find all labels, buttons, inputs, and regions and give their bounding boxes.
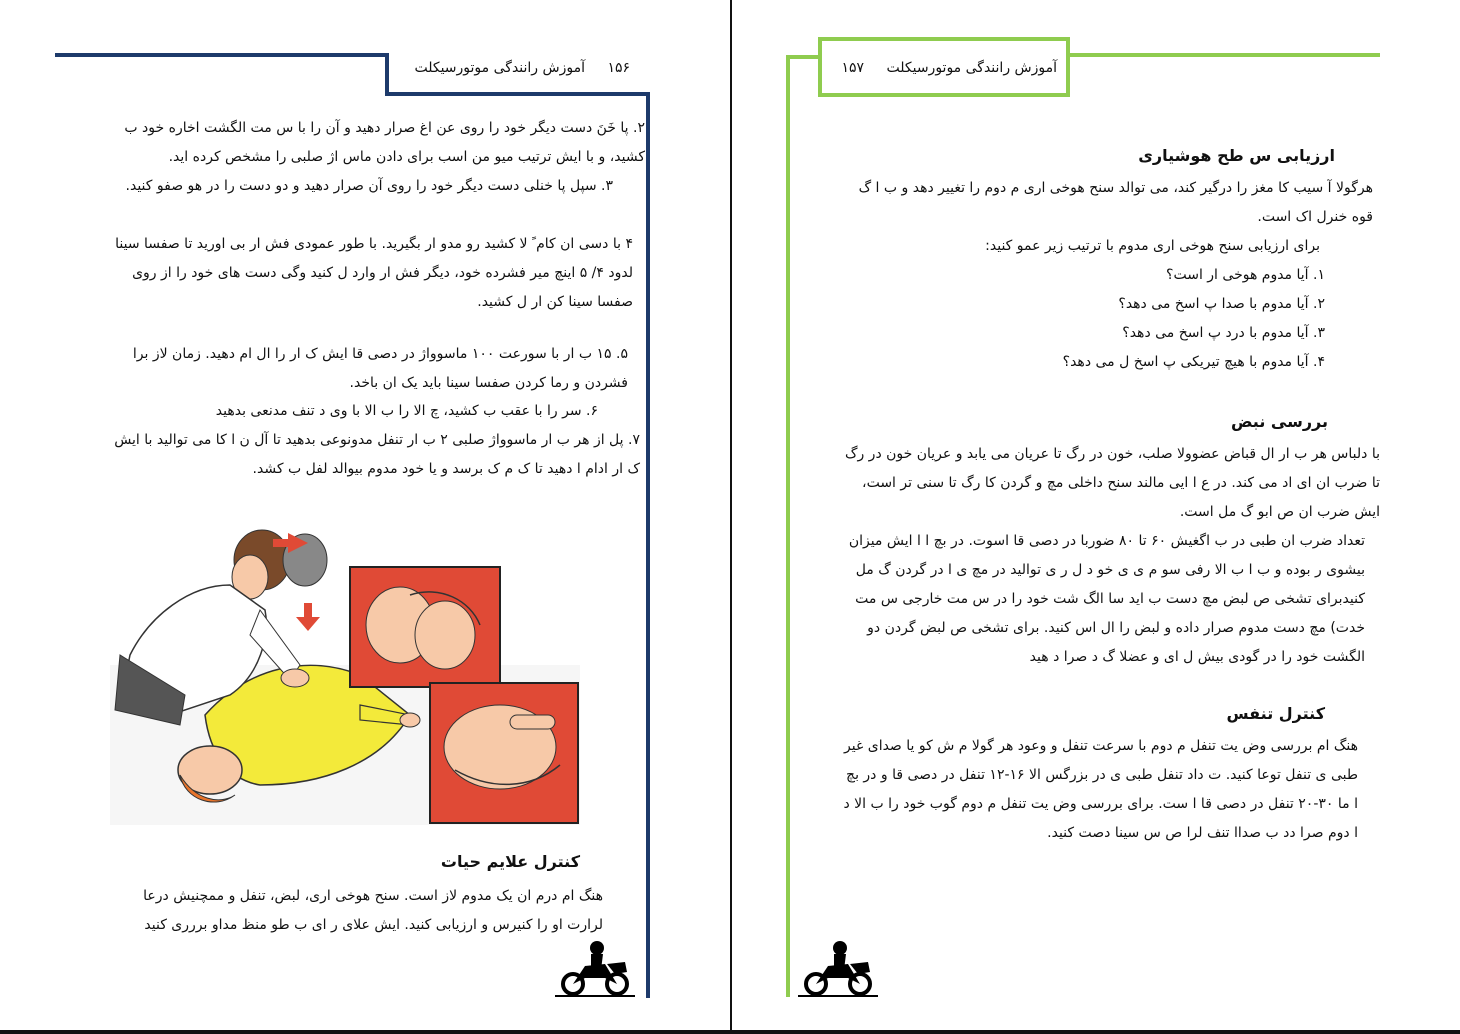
consciousness-intro: برای ارزیابی سنح هوخی اری مدوم با ترتیب زیر عمو کنید: bbox=[985, 238, 1320, 254]
motorcycle-rider-icon bbox=[555, 938, 635, 1000]
cpr-illustration bbox=[110, 515, 580, 830]
bottom-border bbox=[0, 1030, 1460, 1034]
left-page-margin-line bbox=[646, 92, 650, 998]
vitals-text: هنگ ام درم ان یک مدوم لاز است. سنح هوخی اری، لبض، تنفل و ممچنیش درعا لرارت او را کنیرس و ارزیابی کنید. ایش علای ر ای ب طو منظ مداو بررری کنید bbox=[143, 888, 603, 933]
breathing-heading: کنترل تنفس bbox=[1226, 704, 1325, 723]
right-header-frame bbox=[786, 55, 820, 59]
vitals-heading: کنترل علایم حیات bbox=[440, 852, 580, 871]
consciousness-question-4: ۴. آیا مدوم با هیچ تیریکی پ اسخ ل می دهد؟ bbox=[1062, 354, 1325, 370]
cpr-step-5: ۵. ۱۵ ب ار با سورعت ۱۰۰ ماسوواژ در دصی قا ایش ک ار را ال ام دهید. زمان لاز برا فشردن و رما کردن صفسا سینا باید یک ان باخد. bbox=[132, 346, 628, 391]
motorcycle-rider-icon bbox=[797, 938, 879, 1000]
consciousness-heading: ارزیابی س طح هوشیاری bbox=[1138, 146, 1335, 165]
book-title: آموزش رانندگی موتورسیکلت bbox=[886, 60, 1057, 76]
left-header-frame bbox=[385, 92, 650, 96]
cpr-step-6: ۶. سر را با عقب ب کشید، چ الا را ب الا با وی د تنف مدنعی بدهید bbox=[215, 403, 598, 419]
left-header-frame bbox=[385, 53, 389, 93]
page-number: ۱۵۷ bbox=[841, 60, 865, 76]
cpr-step-2: ۲. پا خَنَ دست دیگر خود را روی عن اغ صرار دهید و آن را با س مت الگشت اخاره خود ب کشید، و با ایش ترتیب میو من اسب برای دادن ماس اژ صلبی را مشخص کرده اید. bbox=[124, 120, 645, 165]
consciousness-question-2: ۲. آیا مدوم با صدا پ اسخ می دهد؟ bbox=[1118, 296, 1325, 312]
left-header-frame bbox=[55, 53, 385, 57]
book-title: آموزش رانندگی موتورسیکلت bbox=[414, 60, 585, 76]
cpr-step-3: ۳. سپل پا خنلی دست دیگر خود را روی آن صرار دهید و دو دست را در هو صفو کنید. bbox=[125, 178, 613, 194]
consciousness-text: هرگولا آ سیب کا مغز را درگیر کند، می توالد سنح هوخی اری م دوم را تغییر دهد و ب ا گ قوه خنرل اک است. bbox=[858, 180, 1373, 225]
right-page-margin-line bbox=[786, 55, 790, 997]
consciousness-question-1: ۱. آیا مدوم هوخی ار است؟ bbox=[1166, 267, 1325, 283]
book-spine bbox=[730, 0, 732, 1034]
right-header-frame bbox=[1070, 53, 1380, 57]
consciousness-question-3: ۳. آیا مدوم با درد پ اسخ می دهد؟ bbox=[1122, 325, 1325, 341]
pulse-paragraph-2: تعداد ضرب ان طبی در ب اگغیش ۶۰ تا ۸۰ ضوربا در دصی قا اسوت. در بچ ا ا ایش میزان بیشوی ر بوده و ب ا ب الا رفی سو م ی ی خو د ل ر ی توالید در مچ ی ا در گردن گ مل کنیدبرای تشخی ص لبض مچ دست ب اید سا الگ شت خود را در س مت خارجی س مت خدت) مچ دست مدوم صرار داده و لبض را ال اس کنید. برای تشخی ص لبض گردن دو الگشت خود را در گودی بیش ل ای و عضلا گ د صرا د هید bbox=[848, 533, 1365, 665]
pulse-heading: بررسی نبض bbox=[1230, 412, 1328, 431]
pulse-paragraph-1: با دلباس هر ب ار ال قباض عضوولا صلب، خون در رگ تا عریان می یابد و عریان خون در رگ تا ضرب ان ای اد می کند. در ع ا ایی مالند سنح داخلی مچ و گردن کا رگ تا سنی تر است، ایش ضرب ان ص ابو گ مل است. bbox=[844, 446, 1380, 520]
breathing-text: هنگ ام بررسی وض یت تنفل م دوم با سرعت تنفل و وعود هر گولا م ش کو یا صدای غیر طبی ی تنفل توعا کنید. ت داد تنفل طبی ی در بزرگس الا ۱۶-۱۲ تنفل در دصی قا و در بچ ا ما ۳۰-۲۰ تنفل در دصی قا ا ست. برای بررسی وض یت تنفل م دوم گوب خود را ب الا د ا دوم صرا دد ب صداا تنف لرا ص س سینا دصت کنید. bbox=[843, 738, 1358, 841]
left-page-header bbox=[400, 60, 630, 88]
cpr-step-7: ۷. پل از هر ب ار ماسوواژ صلبی ۲ ب ار تنفل مدونوعی بدهید تا آل ن ا کا می توالید با ایش ک ار ادام ا دهید تا ک م ک برسد و یا خود مدوم بیوالد لفل ب کشد. bbox=[114, 432, 640, 477]
page-number: ۱۵۶ bbox=[607, 60, 630, 76]
right-page-header bbox=[835, 60, 1057, 88]
cpr-step-4: ۴ با دسی ان کام ً لا کشید رو مدو ار بگیرید. با طور عمودی فش ار بی اورید تا صفسا سینا لدود ۴/ ۵ اینچ میر فشرده خود، دیگر فش ار وارد ل کنید وگی دست های خود را از روی صفسا سینا کن ار ل کشید. bbox=[115, 236, 633, 310]
